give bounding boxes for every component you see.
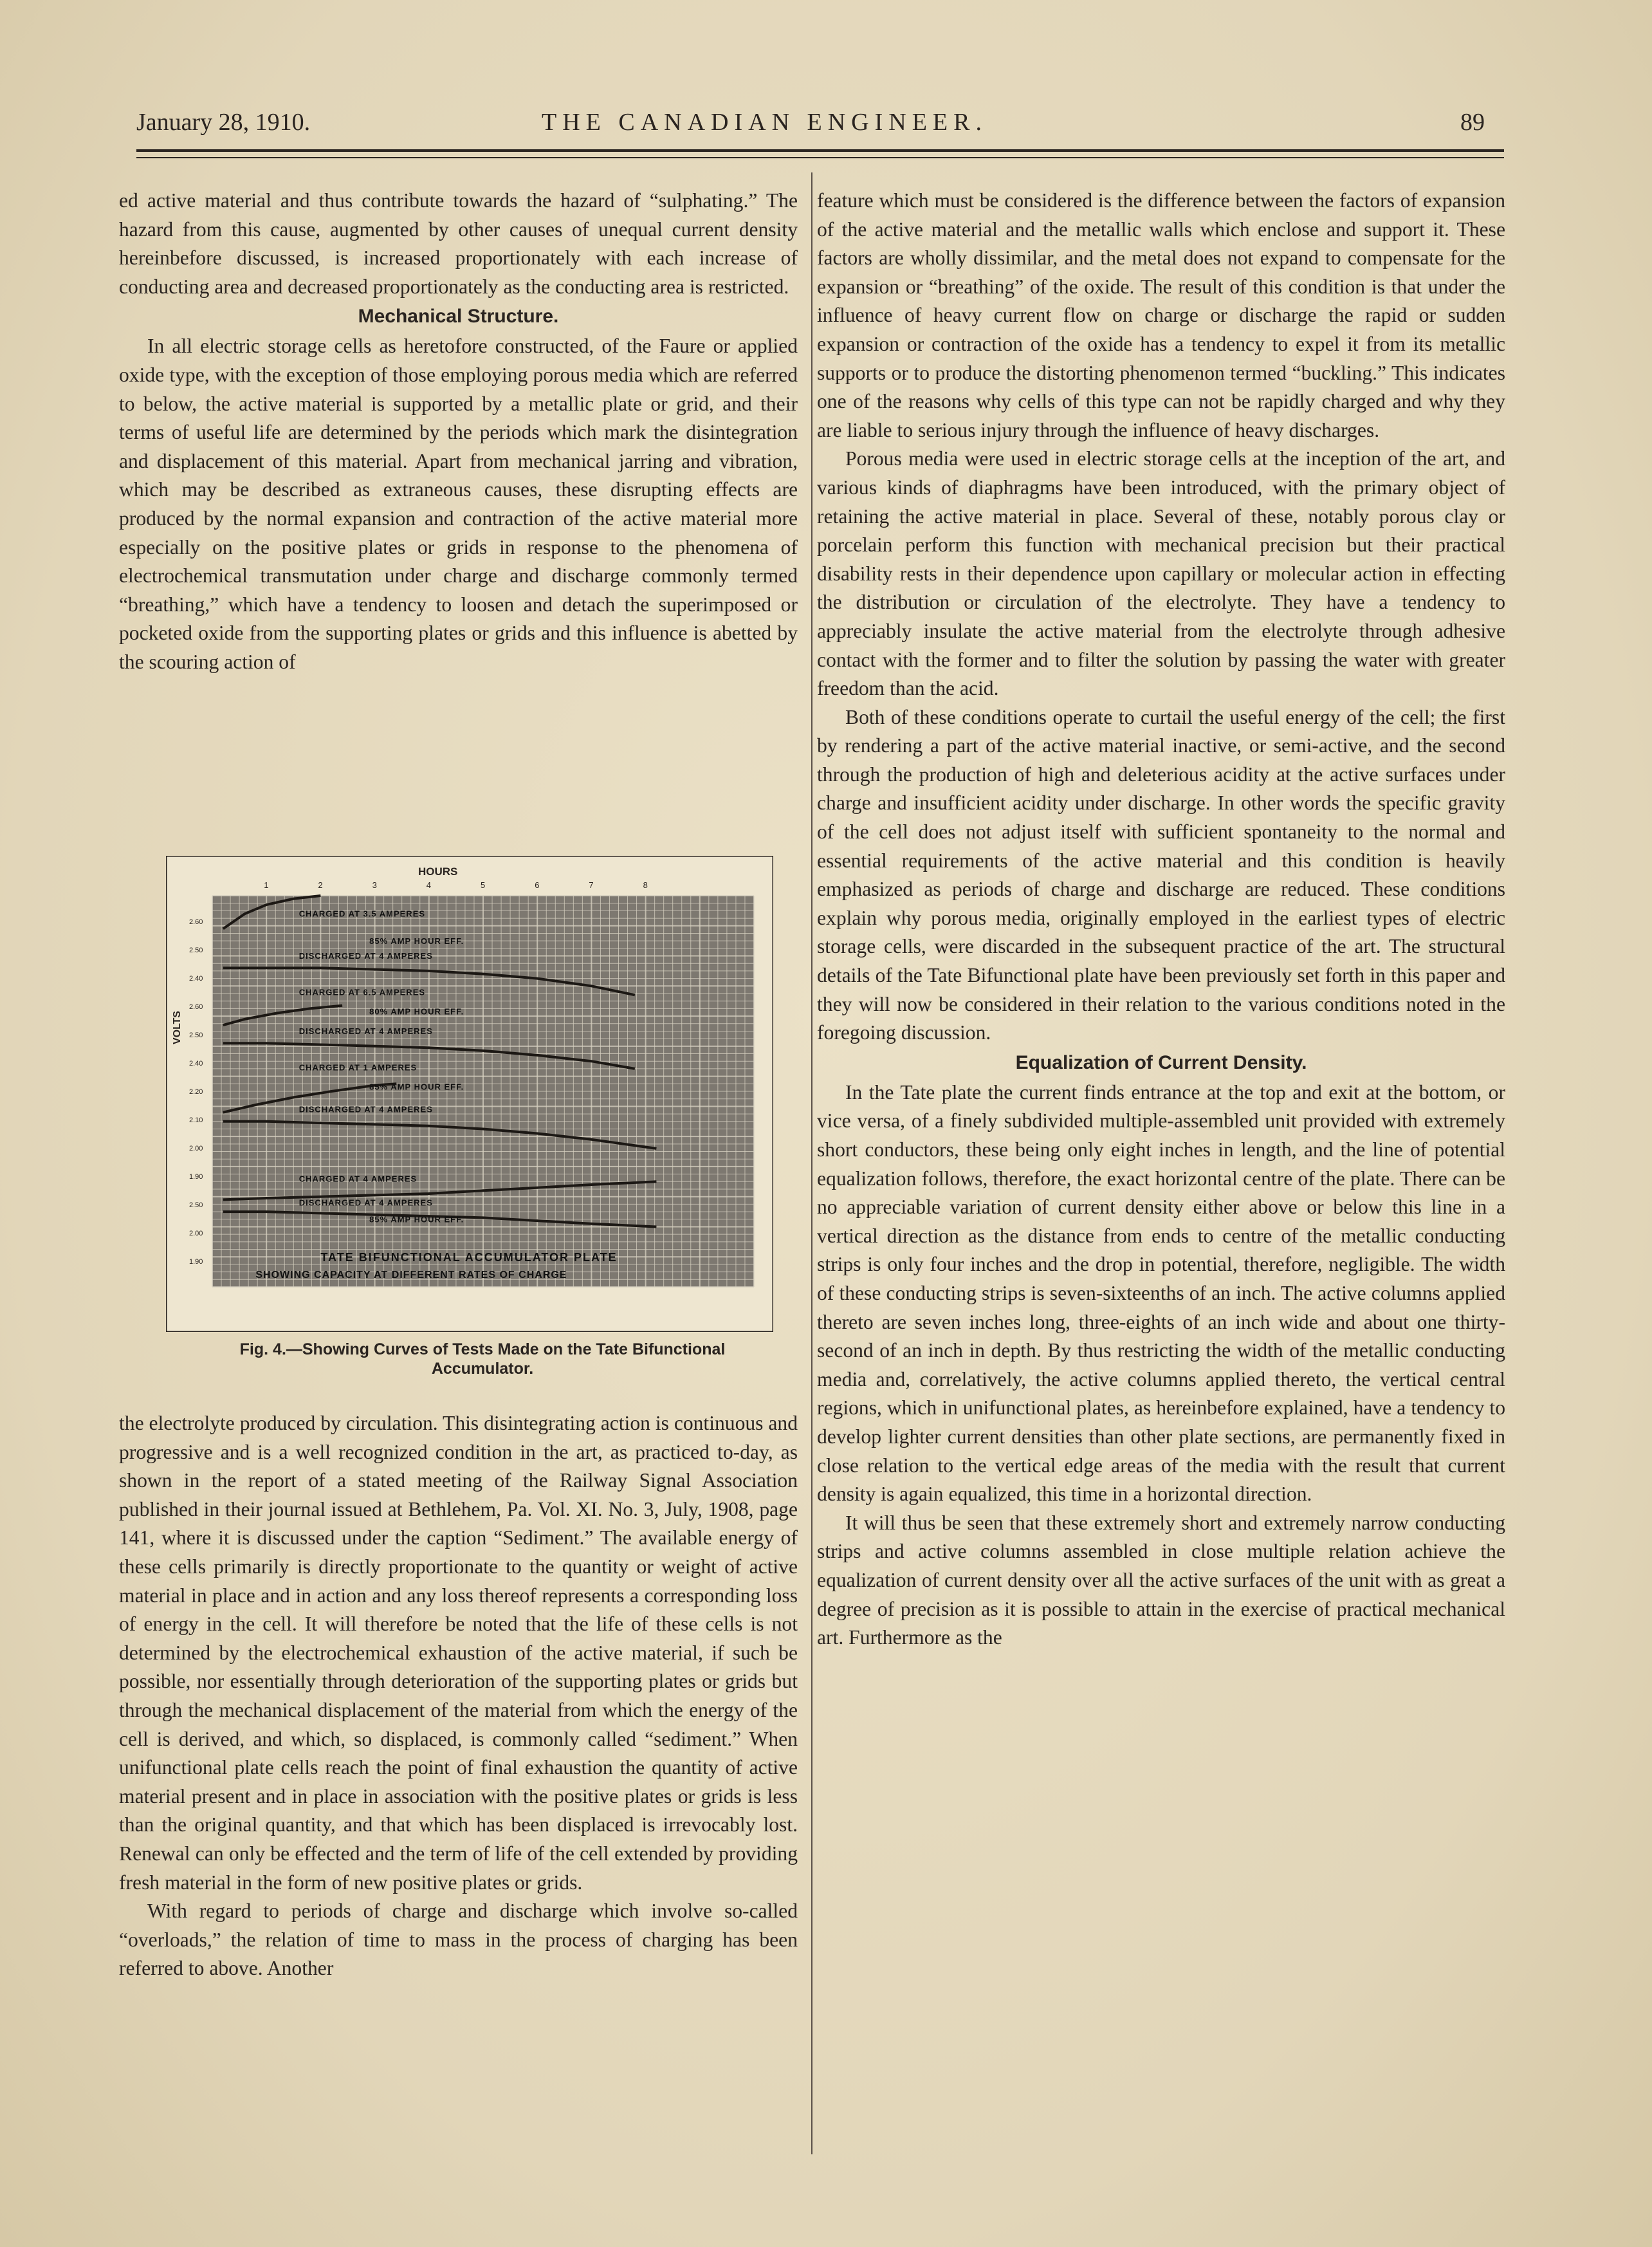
x-tick-label: 7 (589, 880, 594, 890)
page-header (136, 108, 1504, 147)
curve-annotation: DISCHARGED AT 4 AMPERES (298, 1104, 433, 1114)
issue-date: January 28, 1910. (136, 109, 311, 136)
y-tick-label: 2.50 (189, 1201, 203, 1209)
right-paragraph-5: It will thus be seen that these extremely short and extremely narrow conducting strips and active columns assembled in close multiple relation achieve the equalization of current density over all the active surfaces of the unit with as great a degree of precision as it is possible to attain in the exercise of practical mechanical art. Furthermore as the (817, 1511, 1505, 1649)
caption-line-2: Accumulator. (431, 1360, 534, 1378)
y-tick-label: 2.40 (189, 975, 203, 983)
figure-caption (161, 1340, 804, 1378)
left-paragraph-2: In all electric storage cells as heretofore constructed, of the Faure or applied oxide type, with the exception of those employing porous media which are referred to below, the active material is supported by a metallic plate or grid, and their terms of useful life are determined by the periods which mark the disintegration and displacement of this material. Apart from mechanical jarring and vibration, which may be described as extraneous causes, these disrupting effects are produced by the normal expansion and contraction of the active material more especially on the positive plates or grids in response to the phenomena of electrochemical transmutation under charge and discharge commonly termed “breathing,” which have a tendency to loosen and detach the superimposed or pocketed oxide from the supporting plates or grids and this influence is abetted by the scouring action of (119, 335, 798, 673)
x-tick-label: 5 (481, 880, 486, 890)
y-tick-label: 2.40 (189, 1060, 203, 1068)
left-column-top (119, 187, 798, 677)
right-paragraph-4: In the Tate plate the current finds entrance at the top and exit at the bottom, or vice versa, of a finely subdivided multiple-assembled unit provided with extremely short conductors, these being only eight inches in length, and the line of potential equalization follows, therefore, the exact horizontal centre of the plate. There can be no appreciable variation of current density either above or below this line in a vertical direction as the distance from ends to centre of the metallic conducting strips is only four inches and the drop in potential, therefore, negligible. The width of these conducting strips is seven-sixteenths of an inch. The active columns applied thereto are seven inches long, three-eights of an inch wide and about one thirty-second of an inch in depth. By thus restricting the width of the metallic conducting media and, correlatively, the active columns applied thereto, the vertical central regions, which in unifunctional plates, as hereinbefore explained, have a tendency to develop lighter current densities than other plate sections, are permanently fixed in close relation to the vertical edge areas of the media with the result that current density is again equalized, this time in a horizontal direction. (817, 1080, 1505, 1506)
x-tick-label: 1 (264, 880, 269, 890)
x-axis-label: HOURS (418, 865, 458, 878)
left-paragraph-1: ed active material and thus contribute towards the hazard of “sulphating.” The hazard from this cause, augmented by other causes of unequal current density hereinbefore discussed, is increased proportionately with each increase of conducting area and decreased proportionately as the conducting area is restricted. (119, 189, 798, 298)
curve-annotation: DISCHARGED AT 4 AMPERES (298, 1026, 433, 1037)
y-tick-label: 2.50 (189, 1031, 203, 1039)
curve-annotation: CHARGED AT 3.5 AMPERES (298, 909, 426, 919)
right-paragraph-3: Both of these conditions operate to curtail the useful energy of the cell; the first by rendering a part of the active material inactive, or semi-active, and the second through the production of high and deleterious acidity at the active surfaces under charge and insufficient acidity under discharge. In other words the specific gravity of the cell does not adjust itself with sufficient spontaneity to the normal and essential requirements of the active material and this condition is heavily emphasized as periods of charge and discharge are reduced. These conditions explain why porous media, originally employed in the earliest types of electric storage cells, were discarded in the subsequent practice of the art. The structural details of the Tate Bifunctional plate have been previously set forth in this paper and they will now be considered in their relation to the various conditions noted in the foregoing discussion. (817, 705, 1505, 1044)
column-divider (811, 172, 812, 2154)
curve-annotation: 80% AMP HOUR EFF. (369, 1006, 464, 1017)
heading-mechanical-structure: Mechanical Structure. (358, 306, 559, 328)
y-tick-label: 2.10 (189, 1116, 203, 1124)
x-tick-label: 6 (535, 880, 540, 890)
figure-4 (166, 856, 773, 1338)
y-tick-label: 2.50 (189, 947, 203, 954)
y-tick-label: 2.00 (189, 1230, 203, 1237)
left-paragraph-4: With regard to periods of charge and discharge which involve so-called “overloads,” the relation of time to mass in the process of charging has been referred to above. Another (119, 1900, 798, 1980)
x-tick-label: 8 (643, 880, 648, 890)
header-rule-thin (136, 157, 1504, 158)
curve-annotation: CHARGED AT 1 AMPERES (298, 1062, 418, 1073)
curve-annotation: 85% AMP HOUR EFF. (369, 936, 464, 946)
y-tick-label: 1.90 (189, 1173, 203, 1181)
left-paragraph-3: the electrolyte produced by circulation. This disintegrating action is continuous and progressive and is a well recognized condition in the art, as practiced to-day, as shown in the report of a stated meeting of the Railway Signal Association published in their journal issued at Bethlehem, Pa. Vol. XI. No. 3, July, 1908, page 141, where it is discussed under the caption “Sediment.” The available energy of these cells primarily is directly proportionate to the quantity or weight of active material in place and in action and any loss thereof represents a corresponding loss of energy in the cell. It will therefore be noted that the life of these cells is not determined by the electrochemical exhaustion of the active material, if such be possible, nor essentially through deterioration of the supporting plates or grids but through the mechanical displacement of the material from which the energy of the cell is derived, and which, so displaced, is commonly called “sediment.” When unifunctional plate cells reach the point of final exhaustion the quantity of active material present and in place in association with the positive plates or grids is less than the original quantity, and that which has been displaced is irrevocably lost. Renewal can only be effected and the term of life of the cell extended by providing fresh material in the form of new positive plates or grids. (119, 1412, 798, 1894)
right-column (817, 187, 1505, 1652)
y-axis-label: VOLTS (172, 1010, 183, 1045)
y-tick-label: 1.90 (189, 1258, 203, 1266)
y-tick-label: 2.60 (189, 918, 203, 926)
right-paragraph-2: Porous media were used in electric storage cells at the inception of the art, and various kinds of diaphragms have been introduced, with the primary object of retaining the active material in place. Several of these, notably porous clay or porcelain perform this function with mechanical precision but their practical disability rests in their dependence upon capillary or molecular action in effecting the distribution or circulation of the electrolyte. They have a tendency to appreciably insulate the active material from the electrolyte through adhesive contact with the former and to filter the solution by passing the water with greater freedom than the acid. (817, 447, 1505, 700)
caption-line-1: Fig. 4.—Showing Curves of Tests Made on the Tate Bifunctional (239, 1340, 726, 1358)
curve-annotation: 85% AMP HOUR EFF. (369, 1082, 464, 1092)
curve-annotation: DISCHARGED AT 4 AMPERES (298, 951, 433, 961)
chart-subtitle: SHOWING CAPACITY AT DIFFERENT RATES OF CHARGE (255, 1270, 567, 1281)
heading-equalization: Equalization of Current Density. (1015, 1051, 1307, 1073)
left-column-bottom (119, 1409, 798, 1983)
x-tick-label: 2 (318, 880, 323, 890)
y-tick-label: 2.20 (189, 1088, 203, 1096)
y-tick-label: 2.00 (189, 1145, 203, 1152)
curve-annotation: CHARGED AT 6.5 AMPERES (298, 987, 426, 997)
y-tick-label: 2.60 (189, 1003, 203, 1011)
journal-title: THE CANADIAN ENGINEER. (542, 109, 987, 136)
right-paragraph-1: feature which must be considered is the difference between the factors of expansion of the active material and the metallic walls which enclose and support it. These factors are wholly dissimilar, and the metal does not expand to compensate for the expansion or “breathing” of the oxide. The result of this condition is that under the influence of heavy current flow on charge or discharge the rapid or sudden expansion or contraction of the oxide has a tendency to expel it from its metallic supports or to produce the distorting phenomenon termed “buckling.” This indicates one of the reasons why cells of this type can not be rapidly charged and why they are liable to serious injury through the influence of heavy discharges. (817, 189, 1505, 441)
header-rule-thick (136, 149, 1504, 152)
curve-annotation: DISCHARGED AT 4 AMPERES (298, 1197, 433, 1208)
chart-title: TATE BIFUNCTIONAL ACCUMULATOR PLATE (320, 1251, 618, 1264)
x-tick-label: 3 (372, 880, 377, 890)
curve-annotation: 85% AMP HOUR EFF. (369, 1214, 464, 1225)
curve-annotation: CHARGED AT 4 AMPERES (298, 1174, 418, 1184)
voltage-curve-chart (166, 856, 773, 1332)
page-number: 89 (1460, 109, 1485, 136)
x-tick-label: 4 (426, 880, 432, 890)
